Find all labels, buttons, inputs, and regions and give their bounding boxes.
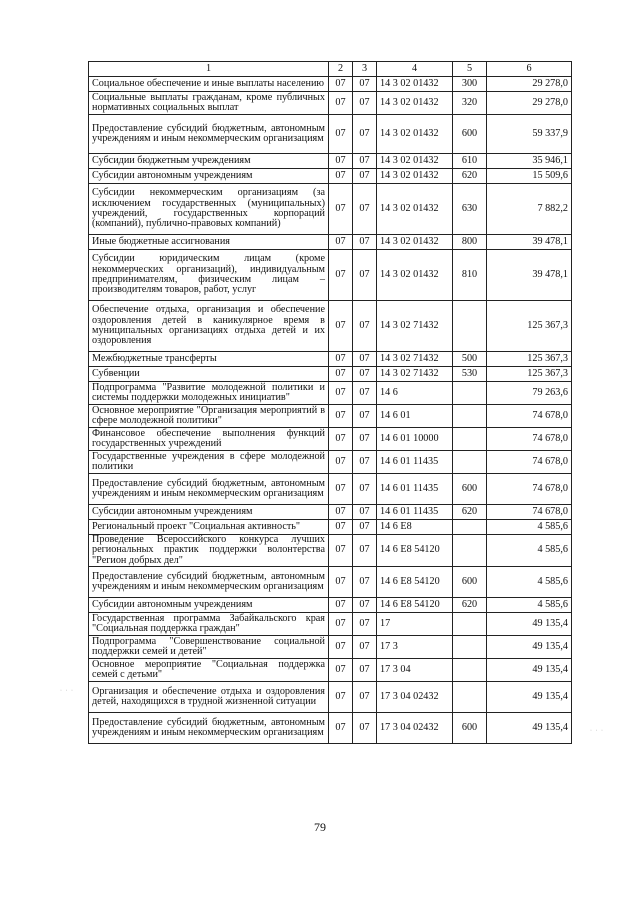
row-name-cell: Проведение Всероссийского конкурса лучших региональных практик поддержки волонтерства "Регион добрых дел" (89, 535, 329, 567)
row-name-cell: Субсидии бюджетным учреждениям (89, 154, 329, 169)
table-row (89, 154, 572, 169)
row-section-cell: 07 (329, 451, 353, 474)
row-amount-cell: 79 263,6 (487, 382, 572, 405)
row-amount-cell: 125 367,3 (487, 301, 572, 352)
row-amount-cell: 29 278,0 (487, 77, 572, 92)
row-section-cell: 07 (329, 115, 353, 154)
header-col-3: 3 (353, 62, 377, 77)
row-expense-type-cell (453, 535, 487, 567)
row-target-article-cell: 14 3 02 01432 (377, 115, 453, 154)
table-row (89, 428, 572, 451)
row-amount-cell: 7 882,2 (487, 184, 572, 235)
row-target-article-cell: 14 6 01 11435 (377, 474, 453, 505)
row-amount-cell: 49 135,4 (487, 713, 572, 744)
row-amount-cell: 35 946,1 (487, 154, 572, 169)
table-row (89, 77, 572, 92)
table-row (89, 567, 572, 598)
row-target-article-cell: 14 3 02 01432 (377, 154, 453, 169)
row-subsection-cell: 07 (353, 535, 377, 567)
row-expense-type-cell (453, 520, 487, 535)
row-amount-cell: 49 135,4 (487, 613, 572, 636)
row-expense-type-cell: 530 (453, 367, 487, 382)
row-expense-type-cell: 800 (453, 235, 487, 250)
budget-table (88, 61, 572, 744)
row-subsection-cell: 07 (353, 613, 377, 636)
table-row (89, 474, 572, 505)
row-target-article-cell: 14 6 E8 (377, 520, 453, 535)
row-subsection-cell: 07 (353, 636, 377, 659)
row-subsection-cell: 07 (353, 184, 377, 235)
row-name-cell: Государственная программа Забайкальского края "Социальная поддержка граждан" (89, 613, 329, 636)
row-section-cell: 07 (329, 505, 353, 520)
row-subsection-cell: 07 (353, 682, 377, 713)
row-target-article-cell: 14 3 02 01432 (377, 250, 453, 301)
row-amount-cell: 59 337,9 (487, 115, 572, 154)
row-amount-cell: 74 678,0 (487, 451, 572, 474)
row-target-article-cell: 17 3 (377, 636, 453, 659)
table-row (89, 613, 572, 636)
row-expense-type-cell (453, 382, 487, 405)
row-expense-type-cell: 600 (453, 474, 487, 505)
row-expense-type-cell: 300 (453, 77, 487, 92)
row-name-cell: Предоставление субсидий бюджетным, автономным учреждениям и иным некоммерческим организациям (89, 474, 329, 505)
row-target-article-cell: 14 6 E8 54120 (377, 535, 453, 567)
row-section-cell: 07 (329, 77, 353, 92)
row-target-article-cell: 17 3 04 (377, 659, 453, 682)
row-name-cell: Иные бюджетные ассигнования (89, 235, 329, 250)
row-amount-cell: 49 135,4 (487, 682, 572, 713)
row-subsection-cell: 07 (353, 428, 377, 451)
row-amount-cell: 39 478,1 (487, 250, 572, 301)
row-subsection-cell: 07 (353, 713, 377, 744)
row-name-cell: Социальные выплаты гражданам, кроме публичных нормативных социальных выплат (89, 92, 329, 115)
row-amount-cell: 49 135,4 (487, 659, 572, 682)
row-amount-cell: 74 678,0 (487, 474, 572, 505)
scan-artifact: · · · (590, 728, 604, 734)
table-row (89, 367, 572, 382)
row-section-cell: 07 (329, 92, 353, 115)
header-row (89, 62, 572, 77)
table-row (89, 682, 572, 713)
table-row (89, 250, 572, 301)
row-subsection-cell: 07 (353, 451, 377, 474)
row-section-cell: 07 (329, 535, 353, 567)
table-row (89, 520, 572, 535)
row-subsection-cell: 07 (353, 92, 377, 115)
row-section-cell: 07 (329, 367, 353, 382)
row-name-cell: Субвенции (89, 367, 329, 382)
row-target-article-cell: 14 6 (377, 382, 453, 405)
row-target-article-cell: 14 6 01 11435 (377, 505, 453, 520)
row-expense-type-cell (453, 636, 487, 659)
row-name-cell: Государственные учреждения в сфере молодежной политики (89, 451, 329, 474)
row-expense-type-cell (453, 301, 487, 352)
row-target-article-cell: 14 6 E8 54120 (377, 567, 453, 598)
row-section-cell: 07 (329, 713, 353, 744)
row-expense-type-cell (453, 682, 487, 713)
row-section-cell: 07 (329, 154, 353, 169)
row-expense-type-cell (453, 659, 487, 682)
row-target-article-cell: 17 3 04 02432 (377, 713, 453, 744)
row-expense-type-cell: 620 (453, 505, 487, 520)
row-section-cell: 07 (329, 682, 353, 713)
row-name-cell: Предоставление субсидий бюджетным, автономным учреждениям и иным некоммерческим организациям (89, 115, 329, 154)
row-name-cell: Основное мероприятие "Социальная поддержка семей с детьми" (89, 659, 329, 682)
header-col-4: 4 (377, 62, 453, 77)
row-section-cell: 07 (329, 520, 353, 535)
table-row (89, 713, 572, 744)
row-expense-type-cell: 600 (453, 713, 487, 744)
row-expense-type-cell: 810 (453, 250, 487, 301)
row-section-cell: 07 (329, 250, 353, 301)
row-target-article-cell: 14 6 01 10000 (377, 428, 453, 451)
row-subsection-cell: 07 (353, 367, 377, 382)
row-section-cell: 07 (329, 301, 353, 352)
row-amount-cell: 125 367,3 (487, 367, 572, 382)
row-expense-type-cell: 620 (453, 598, 487, 613)
row-target-article-cell: 17 (377, 613, 453, 636)
row-section-cell: 07 (329, 235, 353, 250)
table-row (89, 598, 572, 613)
row-subsection-cell: 07 (353, 250, 377, 301)
row-expense-type-cell: 500 (453, 352, 487, 367)
row-name-cell: Предоставление субсидий бюджетным, автономным учреждениям и иным некоммерческим организациям (89, 567, 329, 598)
row-subsection-cell: 07 (353, 520, 377, 535)
row-target-article-cell: 14 6 01 11435 (377, 451, 453, 474)
row-name-cell: Региональный проект "Социальная активность" (89, 520, 329, 535)
table-row (89, 382, 572, 405)
row-section-cell: 07 (329, 169, 353, 184)
row-subsection-cell: 07 (353, 659, 377, 682)
row-target-article-cell: 14 3 02 01432 (377, 169, 453, 184)
row-subsection-cell: 07 (353, 598, 377, 613)
row-target-article-cell: 14 3 02 71432 (377, 352, 453, 367)
row-amount-cell: 4 585,6 (487, 567, 572, 598)
row-amount-cell: 29 278,0 (487, 92, 572, 115)
row-name-cell: Обеспечение отдыха, организация и обеспечение оздоровления детей в каникулярное время в муниципальных организациях отдыха детей и их оздоровления (89, 301, 329, 352)
row-name-cell: Финансовое обеспечение выполнения функций государственных учреждений (89, 428, 329, 451)
row-subsection-cell: 07 (353, 352, 377, 367)
row-target-article-cell: 14 3 02 71432 (377, 367, 453, 382)
row-subsection-cell: 07 (353, 405, 377, 428)
row-name-cell: Подпрограмма "Совершенствование социальной поддержки семей и детей" (89, 636, 329, 659)
row-target-article-cell: 14 6 01 (377, 405, 453, 428)
row-name-cell: Предоставление субсидий бюджетным, автономным учреждениям и иным некоммерческим организациям (89, 713, 329, 744)
table-row (89, 92, 572, 115)
table-row (89, 535, 572, 567)
row-section-cell: 07 (329, 405, 353, 428)
row-amount-cell: 74 678,0 (487, 405, 572, 428)
table-row (89, 405, 572, 428)
header-col-6: 6 (487, 62, 572, 77)
row-subsection-cell: 07 (353, 567, 377, 598)
row-name-cell: Межбюджетные трансферты (89, 352, 329, 367)
row-name-cell: Субсидии юридическим лицам (кроме некоммерческих организаций), индивидуальным предпринимателям, физическим лицам – производителям товаров, работ, услуг (89, 250, 329, 301)
row-section-cell: 07 (329, 474, 353, 505)
row-name-cell: Подпрограмма "Развитие молодежной политики и системы поддержки молодежных инициатив" (89, 382, 329, 405)
row-expense-type-cell: 620 (453, 169, 487, 184)
row-section-cell: 07 (329, 659, 353, 682)
row-expense-type-cell: 630 (453, 184, 487, 235)
row-name-cell: Организация и обеспечение отдыха и оздоровления детей, находящихся в трудной жизненной ситуации (89, 682, 329, 713)
row-subsection-cell: 07 (353, 77, 377, 92)
row-amount-cell: 74 678,0 (487, 428, 572, 451)
row-expense-type-cell: 320 (453, 92, 487, 115)
row-target-article-cell: 14 3 02 01432 (377, 92, 453, 115)
row-target-article-cell: 14 3 02 01432 (377, 184, 453, 235)
row-expense-type-cell (453, 613, 487, 636)
row-section-cell: 07 (329, 598, 353, 613)
row-expense-type-cell (453, 451, 487, 474)
row-amount-cell: 4 585,6 (487, 520, 572, 535)
table-row (89, 352, 572, 367)
row-amount-cell: 49 135,4 (487, 636, 572, 659)
row-amount-cell: 4 585,6 (487, 598, 572, 613)
row-name-cell: Основное мероприятие "Организация мероприятий в сфере молодежной политики" (89, 405, 329, 428)
row-expense-type-cell: 600 (453, 115, 487, 154)
table-row (89, 505, 572, 520)
table-row (89, 301, 572, 352)
row-amount-cell: 125 367,3 (487, 352, 572, 367)
header-col-1: 1 (89, 62, 329, 77)
table-row (89, 169, 572, 184)
row-section-cell: 07 (329, 613, 353, 636)
row-expense-type-cell: 610 (453, 154, 487, 169)
row-section-cell: 07 (329, 382, 353, 405)
page-number: 79 (314, 820, 326, 834)
row-subsection-cell: 07 (353, 169, 377, 184)
table-row (89, 636, 572, 659)
row-amount-cell: 74 678,0 (487, 505, 572, 520)
row-expense-type-cell (453, 428, 487, 451)
row-name-cell: Социальное обеспечение и иные выплаты населению (89, 77, 329, 92)
table-row (89, 451, 572, 474)
row-target-article-cell: 14 3 02 01432 (377, 77, 453, 92)
row-subsection-cell: 07 (353, 115, 377, 154)
row-section-cell: 07 (329, 184, 353, 235)
scan-artifact: · · · (60, 688, 74, 694)
row-section-cell: 07 (329, 352, 353, 367)
row-amount-cell: 4 585,6 (487, 535, 572, 567)
table-row (89, 115, 572, 154)
row-target-article-cell: 17 3 04 02432 (377, 682, 453, 713)
header-col-5: 5 (453, 62, 487, 77)
row-section-cell: 07 (329, 567, 353, 598)
header-col-2: 2 (329, 62, 353, 77)
table-row (89, 235, 572, 250)
row-name-cell: Субсидии некоммерческим организациям (за исключением государственных (муниципальных) учреждений, государственных корпораций (компаний), публично-правовых компаний) (89, 184, 329, 235)
row-subsection-cell: 07 (353, 154, 377, 169)
row-subsection-cell: 07 (353, 505, 377, 520)
table-row (89, 184, 572, 235)
row-subsection-cell: 07 (353, 235, 377, 250)
row-name-cell: Субсидии автономным учреждениям (89, 505, 329, 520)
row-amount-cell: 39 478,1 (487, 235, 572, 250)
row-subsection-cell: 07 (353, 382, 377, 405)
row-target-article-cell: 14 3 02 01432 (377, 235, 453, 250)
row-subsection-cell: 07 (353, 301, 377, 352)
row-expense-type-cell (453, 405, 487, 428)
row-name-cell: Субсидии автономным учреждениям (89, 598, 329, 613)
table-row (89, 659, 572, 682)
table-body (89, 77, 572, 744)
row-name-cell: Субсидии автономным учреждениям (89, 169, 329, 184)
table-header (89, 62, 572, 77)
row-section-cell: 07 (329, 636, 353, 659)
row-subsection-cell: 07 (353, 474, 377, 505)
row-target-article-cell: 14 3 02 71432 (377, 301, 453, 352)
row-amount-cell: 15 509,6 (487, 169, 572, 184)
row-target-article-cell: 14 6 E8 54120 (377, 598, 453, 613)
row-section-cell: 07 (329, 428, 353, 451)
row-expense-type-cell: 600 (453, 567, 487, 598)
